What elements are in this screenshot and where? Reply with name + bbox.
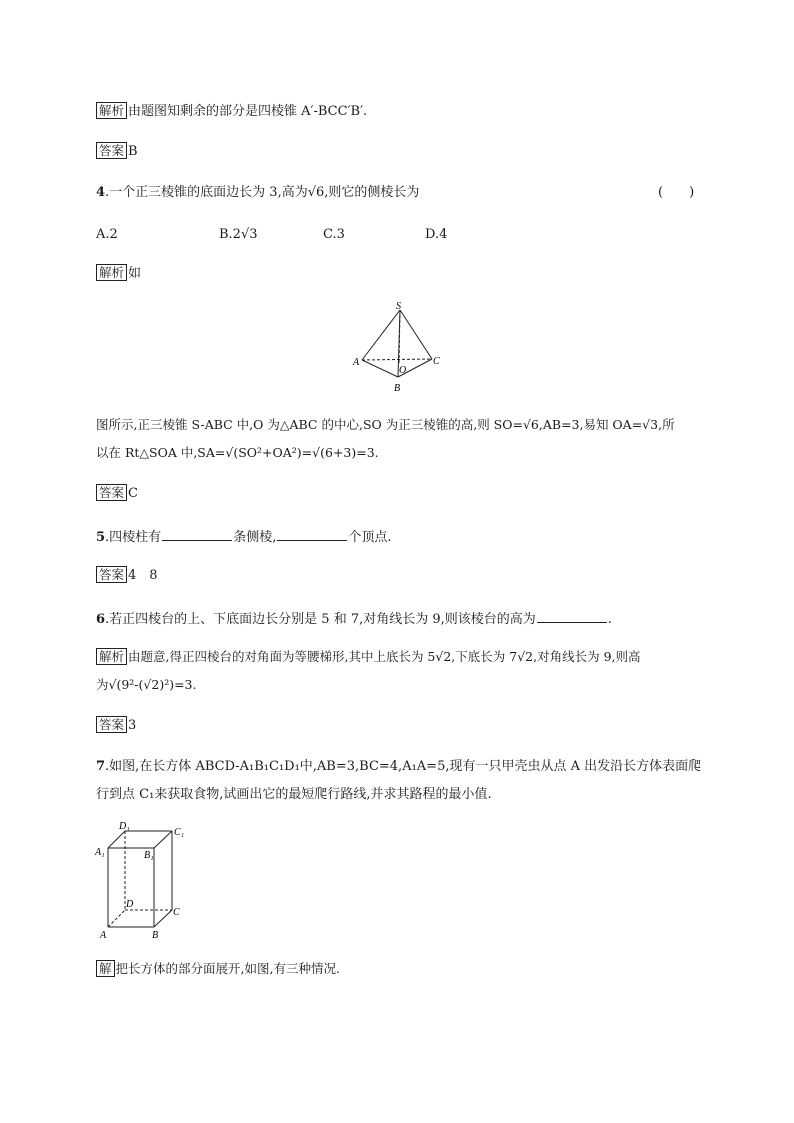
q6-answer-line (96, 716, 136, 735)
q5-stem-c: 个顶点. (348, 530, 392, 545)
q5-answer: 4 8 (128, 568, 158, 583)
q3-analysis-text: 由题图知剩余的部分是四棱锥 A′-BCC′B′. (128, 104, 368, 119)
q4-option-a: A.2 (96, 227, 118, 242)
q6-stem-b: . (607, 612, 612, 627)
q6-stem-a: .若正四棱台的上、下底面边长分别是 5 和 7,对角线长为 9,则该棱台的高为 (105, 612, 536, 627)
q7-stem-text1: .如图,在长方体 ABCD-A₁B₁C₁D₁中,AB=3,BC=4,A₁A=5,现有一只甲壳虫从点 A 出发沿长方体表面爬 (105, 759, 702, 774)
label-s: S (396, 301, 401, 312)
label-c1: C₁ (174, 827, 185, 838)
q5-number: 5 (96, 530, 106, 545)
q4-analysis-lead-text: 如 (128, 266, 142, 281)
label-a: A (100, 930, 107, 941)
q4-analysis-lead (96, 264, 141, 283)
analysis-tag: 解析 (96, 102, 127, 119)
q4-answer-line (96, 484, 138, 503)
fill-blank[interactable] (277, 526, 347, 541)
q6-analysis-line2: 为√(9²-(√2)²)=3. (96, 677, 197, 692)
label-c: C (173, 907, 180, 918)
q4-stem-text: .一个正三棱锥的底面边长为 3,高为√6,则它的侧棱长为 (105, 185, 420, 200)
answer-tag: 答案 (96, 142, 127, 159)
q6-answer: 3 (128, 718, 137, 733)
q7-solution-line (96, 960, 340, 978)
label-d: D (126, 899, 134, 910)
q7-stem-line2: 行到点 C₁来获取食物,试画出它的最短爬行路线,并求其路程的最小值. (96, 787, 492, 802)
q4-option-c: C.3 (323, 227, 345, 242)
cuboid-figure (92, 818, 192, 942)
q4-stem (96, 184, 419, 202)
answer-tag: 答案 (96, 484, 127, 501)
q5-stem-b: 条侧棱, (233, 530, 277, 545)
q4-option-b: B.2√3 (219, 227, 258, 242)
q4-analysis-line1: 图所示,正三棱锥 S-ABC 中,O 为△ABC 的中心,SO 为正三棱锥的高,则 SO=√6,AB=3,易知 OA=√3,所 (96, 417, 675, 432)
label-a: A (353, 357, 360, 368)
answer-tag: 答案 (96, 566, 127, 583)
q5-stem (96, 526, 391, 547)
q6-stem (96, 608, 612, 629)
q7-stem-line1 (96, 758, 701, 776)
q4-option-d: D.4 (425, 227, 448, 242)
q7-number: 7 (96, 759, 106, 774)
q6-analysis-line1 (96, 648, 641, 666)
label-b1: B₁ (144, 850, 154, 861)
q5-stem-a: .四棱柱有 (105, 530, 162, 545)
q4-analysis-line2: 以在 Rt△SOA 中,SA=√(SO²+OA²)=√(6+3)=3. (96, 445, 379, 460)
label-o: O (399, 365, 407, 376)
q4-number: 4 (96, 185, 106, 200)
label-d1: D₁ (119, 821, 130, 832)
q4-answer: C (128, 486, 138, 501)
q5-answer-line (96, 566, 158, 585)
label-b: B (394, 383, 401, 394)
pyramid-figure (350, 300, 450, 396)
label-c: C (433, 356, 440, 367)
q3-analysis-line (96, 102, 367, 121)
label-b: B (152, 930, 159, 941)
fill-blank[interactable] (537, 608, 607, 623)
analysis-tag: 解析 (96, 264, 127, 281)
answer-tag: 答案 (96, 716, 127, 733)
fill-blank[interactable] (162, 526, 232, 541)
q3-answer: B (128, 144, 138, 159)
label-a1: A₁ (95, 847, 105, 858)
q4-answer-paren: ( ) (658, 185, 695, 200)
q7-solution-text: 把长方体的部分面展开,如图,有三种情况. (115, 961, 340, 976)
q6-number: 6 (96, 612, 106, 627)
solution-tag: 解 (96, 960, 115, 977)
analysis-tag: 解析 (96, 648, 127, 665)
q3-answer-line (96, 142, 138, 161)
q6-analysis-text1: 由题意,得正四棱台的对角面为等腰梯形,其中上底长为 5√2,下底长为 7√2,对角线长为 9,则高 (128, 649, 641, 664)
